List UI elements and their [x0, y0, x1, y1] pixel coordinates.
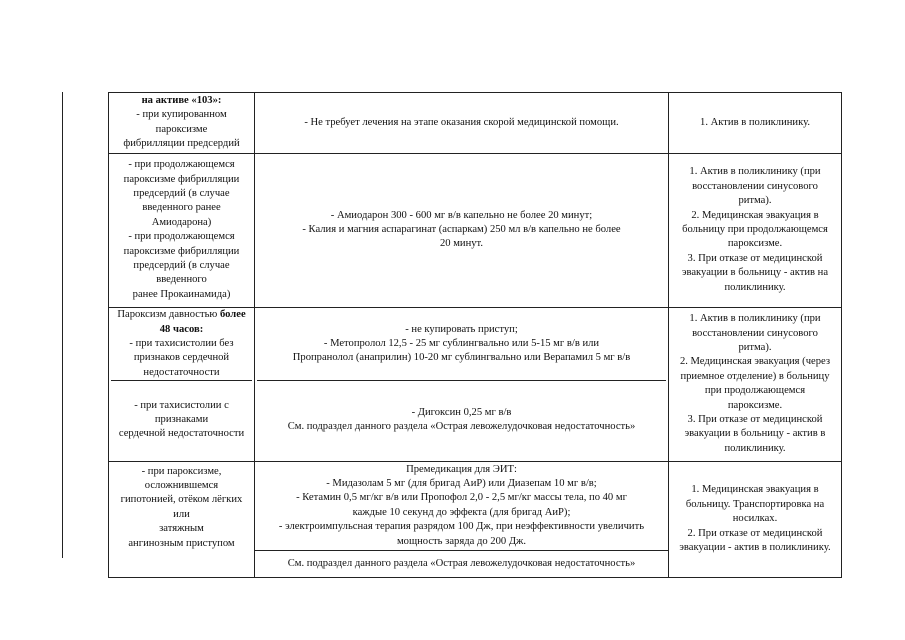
outcome-line: 3. При отказе от медицинской — [687, 413, 823, 425]
outcome-line: восстановлении синусового — [692, 327, 818, 339]
treatment-line: - Метопролол 12,5 - 25 мг сублингвально или 5-15 мг в/в или — [323, 337, 600, 349]
condition-block-hf — [111, 381, 252, 460]
page-margin-rule — [62, 92, 63, 558]
condition-line: ангинозным приступом — [128, 537, 235, 549]
outcome-line: эвакуации - актив в поликлинику. — [679, 541, 831, 553]
outcome-line: 2. Медицинская эвакуация (через — [679, 356, 831, 368]
outcome-line: восстановлении синусового — [692, 180, 818, 192]
treatment-block-hf — [257, 381, 666, 460]
condition-cell — [109, 461, 255, 577]
treatment-block-no-hf — [257, 309, 666, 381]
condition-line: предсердий (в случае — [133, 259, 230, 271]
treatment-line: - Калия и магния аспарагинат (аспаркам) 250 мл в/в капельно не более — [302, 223, 621, 235]
condition-line: ранее Прокаинамида) — [132, 288, 231, 300]
outcome-line: пароксизме. — [727, 238, 783, 250]
condition-line: недостаточности — [143, 366, 220, 378]
condition-line: или — [173, 508, 190, 520]
outcome-line: эвакуации в больницу - актив в — [684, 428, 826, 440]
condition-block-no-hf — [111, 309, 252, 381]
condition-line: пароксизме — [155, 123, 208, 135]
outcome-line: пароксизме. — [727, 399, 783, 411]
outcome-line: поликлинику. — [724, 442, 786, 454]
condition-line: признаками — [154, 413, 209, 425]
treatment-line: мощность заряда до 200 Дж. — [396, 535, 527, 547]
condition-heading — [114, 308, 249, 322]
condition-line: введенного — [156, 274, 207, 286]
condition-line: - при тахисистолии с — [134, 399, 229, 411]
outcome-line: 1. Актив в поликлинику (при — [689, 313, 821, 325]
condition-line: Амиодарона) — [151, 216, 212, 228]
condition-line: сердечной недостаточности — [118, 428, 245, 440]
treatment-line: каждые 10 секунд до эффекта (для бригад АиР); — [352, 506, 571, 518]
condition-line: предсердий (в случае — [133, 187, 230, 199]
outcome-line: 1. Актив в поликлинику. — [700, 116, 810, 128]
treatment-line: - Мидазолам 5 мг (для бригад АиР) или Диазепам 10 мг в/в; — [326, 478, 597, 490]
condition-line: затяжным — [159, 523, 204, 535]
condition-line: - при купированном — [136, 109, 227, 121]
outcome-cell — [669, 307, 842, 461]
heading-part: Пароксизм давностью — [117, 309, 220, 321]
outcome-line: 2. Медицинская эвакуация в — [691, 209, 819, 221]
condition-line: - при пароксизме, — [141, 465, 222, 477]
table-row — [109, 461, 842, 550]
treatment-line: - Не требует лечения на этапе оказания скорой медицинской помощи. — [304, 116, 619, 128]
outcome-line: 1. Актив в поликлинику (при — [689, 166, 821, 178]
condition-line: фибрилляции предсердий — [123, 138, 240, 150]
condition-heading: 48 часов: — [159, 323, 204, 335]
treatment-line: Премедикация для ЭИТ: — [406, 463, 517, 475]
outcome-line: при продолжающемся — [704, 385, 806, 397]
condition-line: - при продолжающемся — [128, 231, 235, 243]
condition-line: гипотонией, отёком лёгких — [120, 494, 243, 506]
treatment-line: - Кетамин 0,5 мг/кг в/в или Пропофол 2,0 - 2,5 мг/кг массы тела, по 40 мг — [296, 492, 627, 504]
treatment-line: - Дигоксин 0,25 мг в/в — [411, 406, 512, 418]
outcome-line: 2. При отказе от медицинской — [687, 527, 823, 539]
outcome-cell — [669, 153, 842, 307]
outcome-line: приемное отделение) в больницу — [680, 370, 830, 382]
condition-line: пароксизме фибрилляции — [123, 173, 240, 185]
outcome-line: 1. Медицинская эвакуация в — [691, 484, 819, 496]
treatment-line: Пропранолол (анаприлин) 10-20 мг сублингвально или Верапамил 5 мг в/в — [292, 352, 631, 364]
treatment-cell — [255, 551, 669, 578]
treatment-line: - электроимпульсная терапия разрядом 100 Дж, при неэффективности увеличить — [278, 521, 645, 533]
condition-line: - при тахисистолии без — [129, 337, 234, 349]
condition-cell — [109, 307, 255, 461]
treatment-line: 20 минут. — [439, 238, 484, 250]
outcome-line: поликлинику. — [724, 281, 786, 293]
condition-line: осложнившемся — [144, 480, 219, 492]
heading-part: более — [219, 309, 246, 321]
condition-line: - при продолжающемся — [128, 159, 235, 171]
outcome-line: 3. При отказе от медицинской — [687, 252, 823, 264]
outcome-line: ритма). — [738, 195, 772, 207]
condition-cell — [109, 153, 255, 307]
outcome-line: ритма). — [738, 341, 772, 353]
outcome-line: носилках. — [732, 513, 778, 525]
treatment-line: - Амиодарон 300 - 600 мг в/в капельно не более 20 минут; — [330, 209, 593, 221]
table-row — [109, 93, 842, 154]
treatment-line: - не купировать приступ; — [405, 323, 518, 335]
table-row — [109, 307, 842, 461]
condition-line: введенного ранее — [142, 202, 221, 214]
treatment-line: См. подраздел данного раздела «Острая левожелудочковая недостаточность» — [287, 421, 636, 433]
outcome-line: эвакуации в больницу - актив на — [681, 267, 829, 279]
treatment-cell — [255, 461, 669, 550]
condition-cell — [109, 93, 255, 154]
condition-line: признаков сердечной — [133, 352, 230, 364]
outcome-line: больницу при продолжающемся — [682, 223, 828, 235]
condition-heading: на активе «103»: — [141, 95, 222, 106]
treatment-cell — [255, 93, 669, 154]
condition-line: пароксизме фибрилляции — [123, 245, 240, 257]
treatment-cell — [255, 153, 669, 307]
table-row — [109, 153, 842, 307]
treatment-protocol-table — [108, 92, 842, 578]
outcome-cell — [669, 93, 842, 154]
treatment-cell — [255, 307, 669, 461]
outcome-line: больницу. Транспортировка на — [685, 498, 825, 510]
outcome-cell — [669, 461, 842, 577]
treatment-line: См. подраздел данного раздела «Острая левожелудочковая недостаточность» — [287, 557, 636, 569]
